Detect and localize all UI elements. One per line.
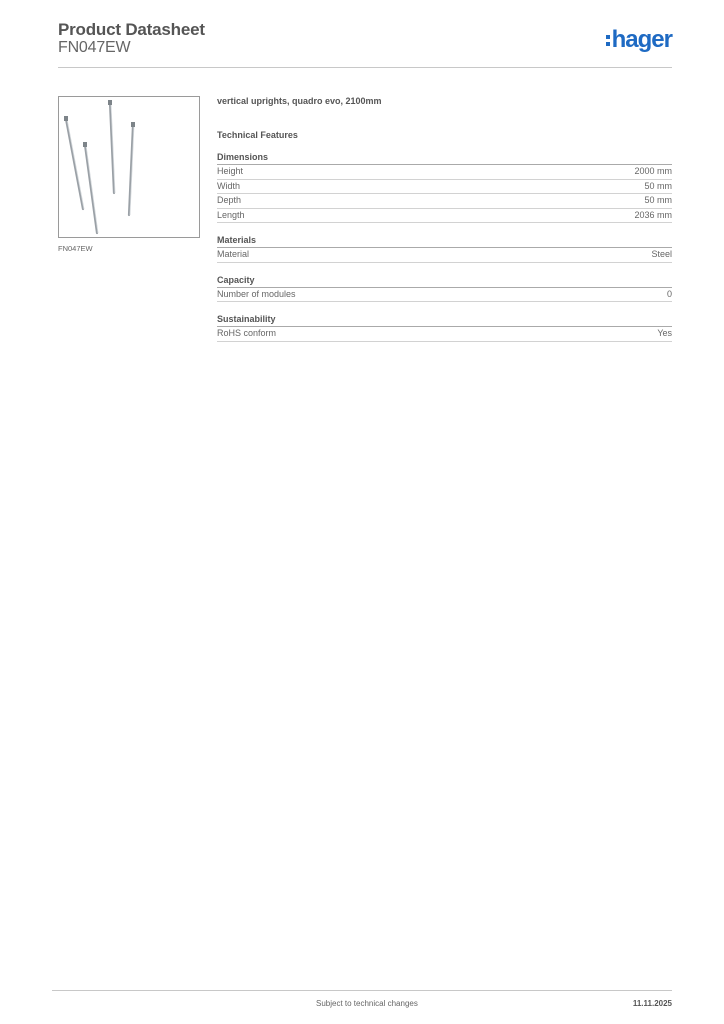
section-title: Capacity	[217, 275, 672, 288]
spec-row	[217, 288, 672, 303]
spec-label: Depth	[217, 195, 242, 205]
section-title: Sustainability	[217, 314, 672, 327]
footer-date: 11.11.2025	[632, 999, 672, 1008]
spec-row	[217, 180, 672, 195]
spec-row	[217, 248, 672, 263]
section-title: Dimensions	[217, 152, 672, 165]
product-image	[58, 96, 200, 238]
spec-label: Length	[217, 209, 245, 220]
spec-row	[217, 209, 672, 224]
spec-label: Width	[217, 180, 241, 191]
sustainability-section	[217, 314, 672, 342]
spec-value: 50 mm	[644, 180, 672, 191]
technical-content	[217, 96, 672, 342]
spec-value: 50 mm	[644, 195, 672, 205]
image-caption: FN047EW	[58, 244, 93, 253]
footer-note: Subject to technical changes	[316, 999, 418, 1008]
product-description: vertical uprights, quadro evo, 2100mm	[217, 96, 382, 106]
spec-value: Yes	[657, 328, 672, 338]
capacity-section	[217, 275, 672, 303]
spec-label: Material	[217, 249, 250, 259]
section-title: Materials	[217, 235, 672, 248]
product-code: FN047EW	[58, 39, 131, 56]
spec-label: Height	[217, 166, 244, 176]
footer-divider	[52, 990, 672, 991]
spec-value: Steel	[651, 249, 672, 259]
spec-label: Number of modules	[217, 288, 296, 299]
spec-value: 2036 mm	[634, 209, 672, 220]
header-divider	[58, 67, 672, 68]
materials-section	[217, 235, 672, 263]
spec-label: RoHS conform	[217, 328, 277, 338]
spec-value: 0	[666, 288, 672, 299]
spec-row	[217, 194, 672, 209]
dimensions-section	[217, 152, 672, 223]
hager-logo	[606, 28, 672, 52]
spec-row	[217, 327, 672, 342]
spec-row	[217, 165, 672, 180]
spec-value: 2000 mm	[634, 166, 672, 176]
logo-dots-icon	[606, 35, 610, 46]
document-title: Product Datasheet	[58, 20, 205, 39]
technical-features-heading: Technical Features	[217, 130, 298, 140]
logo-text: hager	[611, 26, 672, 53]
upright-rails-icon	[59, 97, 199, 237]
